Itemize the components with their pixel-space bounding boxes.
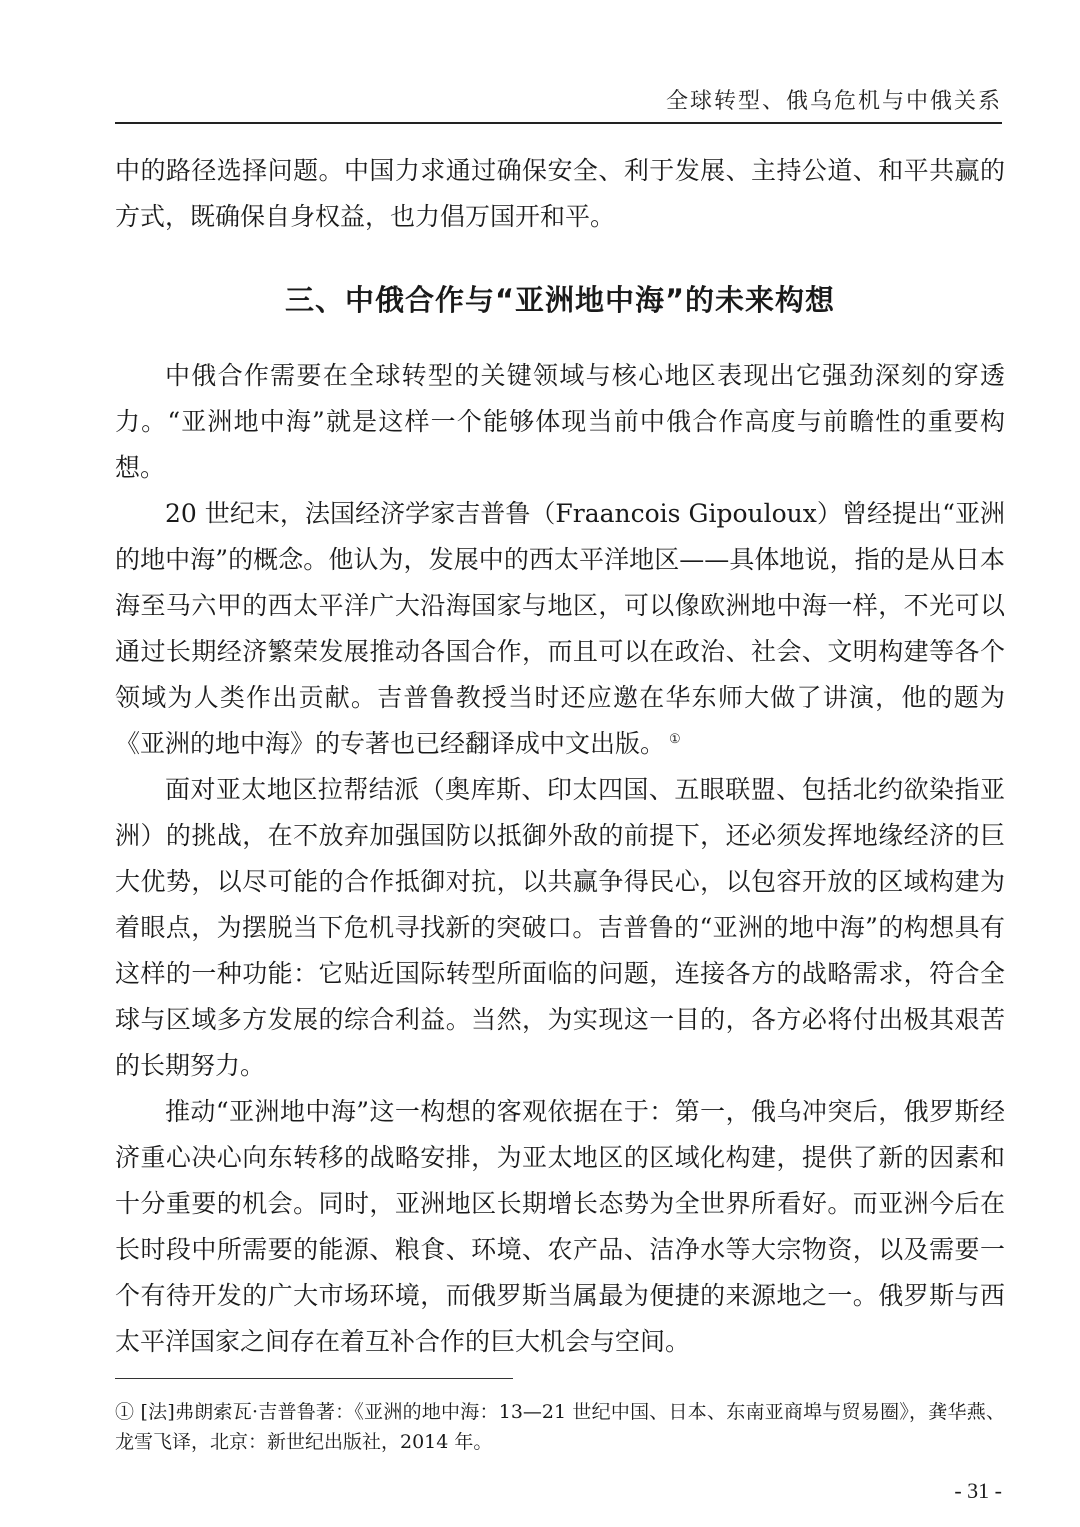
paragraph-2 bbox=[115, 491, 1005, 767]
continuation-paragraph: 中的路径选择问题。中国力求通过确保安全、利于发展、主持公道、和平共赢的方式，既确保自身权益，也力倡万国开和平。 bbox=[115, 156, 1005, 231]
paragraph-3: 面对亚太地区拉帮结派（奥库斯、印太四国、五眼联盟、包括北约欲染指亚洲）的挑战，在不放弃加强国防以抵御外敌的前提下，还必须发挥地缘经济的巨大优势，以尽可能的合作抵御对抗，以共赢争得民心，以包容开放的区域构建为着眼点，为摆脱当下危机寻找新的突破口。吉普鲁的“亚洲的地中海”的构想具有这样的一种功能：它贴近国际转型所面临的问题，连接各方的战略需求，符合全球与区域多方发展的综合利益。当然，为实现这一目的，各方必将付出极其艰苦的长期努力。 bbox=[115, 775, 1005, 1080]
header-rule bbox=[115, 122, 1002, 124]
footnote-rule bbox=[115, 1378, 513, 1379]
page-number: - 31 - bbox=[954, 1478, 1002, 1503]
footnote: ① [法]弗朗索瓦·吉普鲁著：《亚洲的地中海：13—21 世纪中国、日本、东南亚商埠与贸易圈》，龚华燕、龙雪飞译，北京：新世纪出版社，2014 年。 bbox=[115, 1401, 1005, 1453]
body-text bbox=[115, 148, 1005, 1365]
running-header: 全球转型、俄乌危机与中俄关系 bbox=[665, 89, 1002, 114]
footnote-reference[interactable]: ① bbox=[669, 731, 681, 747]
paragraph-2-text: 20 世纪末，法国经济学家吉普鲁（Fraancois Gipouloux）曾经提出“亚洲的地中海”的概念。他认为，发展中的西太平洋地区——具体地说，指的是从日本海至马六甲的西太平洋广大沿海国家与地区，可以像欧洲地中海一样，不光可以通过长期经济繁荣发展推动各国合作，而且可以在政治、社会、文明构建等各个领域为人类作出贡献。吉普鲁教授当时还应邀在华东师大做了讲演，他的题为《亚洲的地中海》的专著也已经翻译成中文出版。 bbox=[115, 499, 1005, 758]
paragraph-4: 推动“亚洲地中海”这一构想的客观依据在于：第一，俄乌冲突后，俄罗斯经济重心决心向东转移的战略安排，为亚太地区的区域化构建，提供了新的因素和十分重要的机会。同时，亚洲地区长期增长态势为全世界所看好。而亚洲今后在长时段中所需要的能源、粮食、环境、农产品、洁净水等大宗物资，以及需要一个有待开发的广大市场环境，而俄罗斯当属最为便捷的来源地之一。俄罗斯与西太平洋国家之间存在着互补合作的巨大机会与空间。 bbox=[115, 1097, 1005, 1356]
paragraph-1: 中俄合作需要在全球转型的关键领域与核心地区表现出它强劲深刻的穿透力。“亚洲地中海”就是这样一个能够体现当前中俄合作高度与前瞻性的重要构想。 bbox=[115, 361, 1005, 482]
section-title: 三、中俄合作与“亚洲地中海”的未来构想 bbox=[284, 283, 836, 317]
